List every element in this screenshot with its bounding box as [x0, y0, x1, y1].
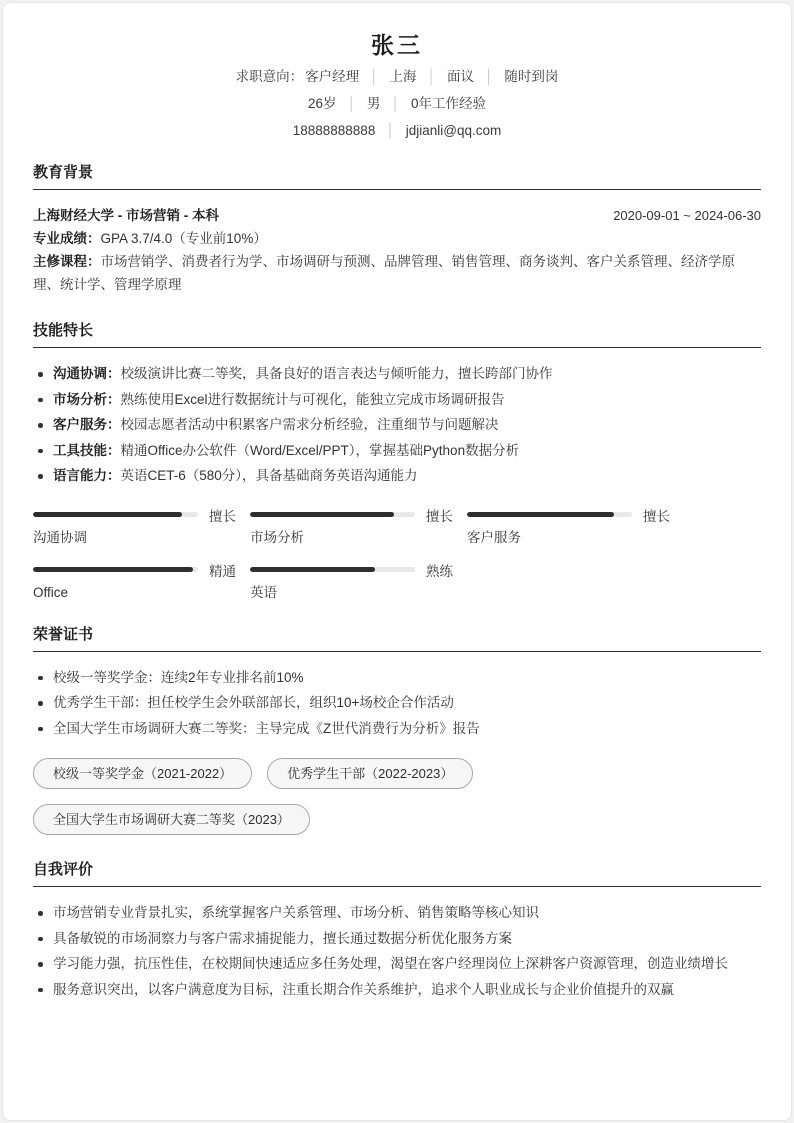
skill-bar-item [33, 508, 250, 545]
section-title-skills: 技能特长 [33, 323, 761, 348]
job-intent-items [305, 69, 558, 84]
job-intent-item: 随时到岗 [504, 69, 559, 84]
skill-name-label: 沟通协调 [33, 529, 87, 545]
divider: │ [386, 123, 395, 138]
skill-bullet-label: 沟通协调： [53, 366, 121, 381]
section-title-evaluation: 自我评价 [33, 862, 761, 887]
education-detail-text: 市场营销学、消费者行为学、市场调研与预测、品牌管理、销售管理、商务谈判、客户关系管理、经济学原理、统计学、管理学原理 [33, 254, 735, 292]
basic-info-item: 26岁 [308, 96, 337, 111]
contact-items [293, 123, 502, 138]
honor-bullet: 校级一等奖学金：连续2年专业排名前10% [33, 665, 761, 691]
basic-info-items [308, 96, 486, 111]
skill-bullet-text: 英语CET-6（580分），具备基础商务英语沟通能力 [120, 468, 418, 483]
skill-bullet-label: 市场分析： [53, 391, 121, 407]
education-detail-text: GPA 3.7/4.0（专业前10%） [100, 231, 267, 246]
skill-bullet-label: 语言能力： [53, 468, 121, 483]
education-detail-label: 主修课程： [33, 254, 101, 269]
education-detail-label: 专业成绩： [33, 231, 101, 246]
education-detail-row [33, 250, 761, 296]
resume-header [33, 3, 761, 138]
skill-bar-fill [250, 567, 375, 572]
skill-bullet [33, 438, 761, 464]
honor-bullet: 全国大学生市场调研大赛二等奖：主导完成《Z世代消费行为分析》报告 [33, 716, 761, 742]
education-details [33, 227, 761, 296]
skill-bullet [33, 361, 761, 387]
job-intent-item: 客户经理 [305, 69, 360, 84]
honor-badge: 校级一等奖学金（2021-2022） [33, 758, 252, 789]
divider: │ [370, 69, 379, 84]
skill-level-label: 擅长 [209, 508, 236, 524]
skill-level-label: 熟练 [426, 563, 453, 579]
honor-badge: 优秀学生干部（2022-2023） [267, 758, 473, 789]
skill-bullet-text: 精通Office办公软件（Word/Excel/PPT），掌握基础Python数据分析 [120, 442, 520, 458]
section-education [33, 165, 761, 296]
section-evaluation [33, 862, 761, 1002]
job-intent-item: 上海 [389, 69, 417, 84]
divider: │ [391, 96, 400, 111]
contact-item: 18888888888 [292, 123, 376, 138]
divider: │ [347, 96, 356, 111]
skill-bar-row [250, 508, 467, 522]
skill-level-label: 擅长 [426, 508, 453, 524]
skill-name-label: Office [33, 584, 69, 600]
education-date-range: 2020-09-01 ~ 2024-06-30 [613, 208, 761, 223]
contact-item: jdjianli@qq.com [405, 123, 502, 138]
evaluation-bullet: 学习能力强，抗压性佳，在校期间快速适应多任务处理，渴望在客户经理岗位上深耕客户资源管理，创造业绩增长 [33, 951, 761, 977]
skill-bullet-text: 熟练使用Excel进行数据统计与可视化，能独立完成市场调研报告 [120, 391, 505, 407]
evaluation-bullet: 市场营销专业背景扎实，系统掌握客户关系管理、市场分析、销售策略等核心知识 [33, 900, 761, 926]
school-major-degree: 上海财经大学 - 市场营销 - 本科 [33, 208, 219, 223]
basic-info-line [33, 96, 761, 111]
skill-bar-track [467, 512, 632, 517]
section-title-honors: 荣誉证书 [33, 627, 761, 652]
divider: │ [484, 69, 494, 84]
skill-bar-row [33, 508, 250, 522]
skill-bar-item [250, 508, 467, 545]
skill-bar-track [250, 567, 415, 572]
skill-bullet [33, 412, 761, 438]
skill-bar-fill [33, 567, 193, 572]
honor-badges [33, 758, 761, 835]
skill-bars [33, 508, 761, 600]
education-detail-row [33, 227, 761, 250]
honor-badge: 全国大学生市场调研大赛二等奖（2023） [33, 804, 310, 835]
skill-bar-row [250, 563, 467, 577]
skill-bullet-text: 校级演讲比赛二等奖，具备良好的语言表达与倾听能力，擅长跨部门协作 [120, 366, 553, 381]
skill-bar-fill [33, 512, 182, 517]
honor-bullet: 优秀学生干部：担任校学生会外联部部长，组织10+场校企合作活动 [33, 690, 761, 716]
section-title-education: 教育背景 [33, 165, 761, 190]
skill-bullet-label: 客户服务： [53, 417, 121, 432]
honors-bullet-list [33, 665, 761, 742]
skill-bar-track [33, 567, 198, 572]
skill-level-label: 精通 [209, 563, 236, 579]
skill-bar-fill [250, 512, 394, 517]
section-honors [33, 627, 761, 836]
evaluation-bullet-list [33, 900, 761, 1002]
skill-bar-row [33, 563, 250, 577]
skill-bar-track [250, 512, 415, 517]
skill-bar-track [33, 512, 198, 517]
skill-bar-fill [467, 512, 614, 517]
skill-level-label: 擅长 [643, 508, 670, 524]
job-intent-line [33, 69, 761, 84]
skill-bullet [33, 387, 761, 413]
skill-bar-item [33, 563, 250, 600]
divider: │ [427, 69, 436, 84]
skill-bullet-label: 工具技能： [53, 442, 121, 458]
skill-bar-item [467, 508, 684, 545]
skill-bullet-text: 校园志愿者活动中积累客户需求分析经验，注重细节与问题解决 [120, 417, 499, 432]
skill-bar-row [467, 508, 684, 522]
skill-bar-item [250, 563, 467, 600]
skill-name-label: 市场分析 [250, 529, 304, 545]
skill-name-label: 客户服务 [467, 529, 521, 545]
skill-name-label: 英语 [250, 584, 277, 600]
job-intent-label: 求职意向： [235, 69, 304, 84]
skill-bullet [33, 463, 761, 489]
candidate-name: 张三 [371, 32, 423, 58]
resume-page [2, 2, 792, 1121]
evaluation-bullet: 具备敏锐的市场洞察力与客户需求捕捉能力，擅长通过数据分析优化服务方案 [33, 926, 761, 952]
job-intent-item: 面议 [446, 69, 474, 84]
section-skills [33, 323, 761, 600]
evaluation-bullet: 服务意识突出，以客户满意度为目标，注重长期合作关系维护，追求个人职业成长与企业价值提升的双赢 [33, 977, 761, 1003]
basic-info-item: 男 [367, 96, 381, 111]
basic-info-item: 0年工作经验 [410, 96, 486, 111]
skills-bullet-list [33, 361, 761, 489]
contact-line [33, 123, 761, 138]
education-entry-header [33, 204, 761, 227]
